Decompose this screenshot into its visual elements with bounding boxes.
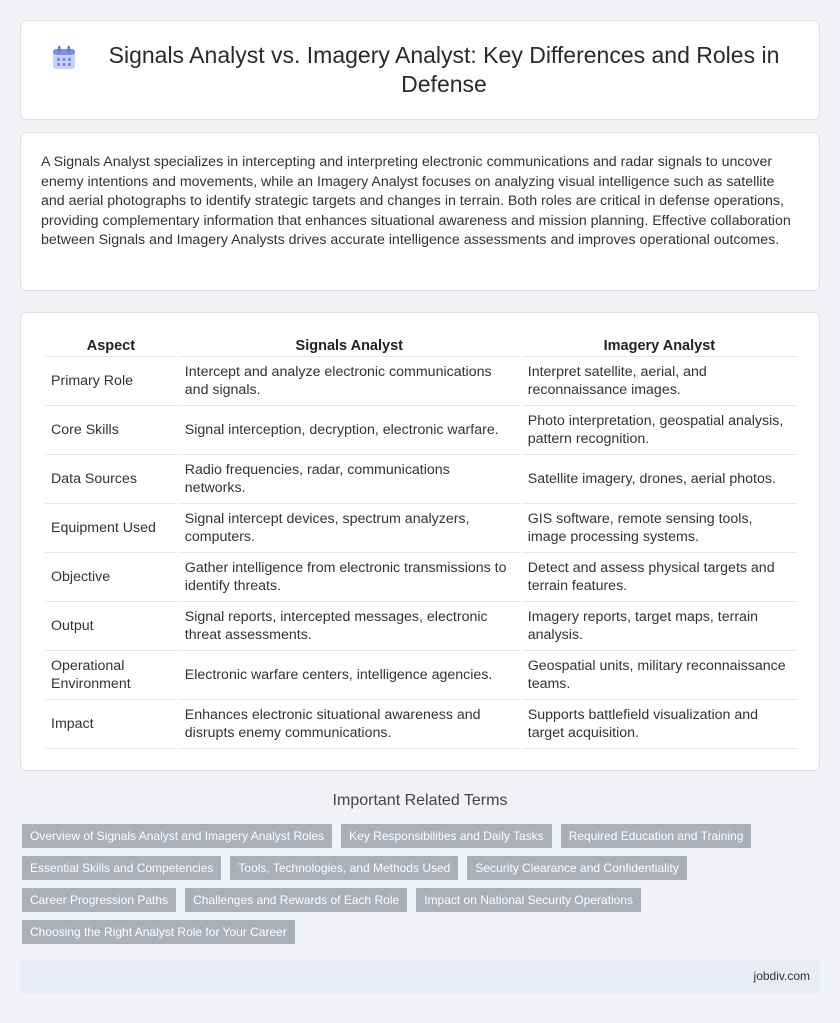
table-row [45,455,797,504]
table-row [45,504,797,553]
imagery-cell: Detect and assess physical targets and terrain features. [522,553,797,602]
related-terms-heading: Important Related Terms [332,792,508,809]
signals-cell: Signal intercept devices, spectrum analyzers, computers. [179,504,520,553]
related-term-tag[interactable]: Choosing the Right Analyst Role for Your Career [22,920,295,944]
related-term-tag[interactable]: Impact on National Security Operations [416,888,641,912]
signals-cell: Gather intelligence from electronic transmissions to identify threats. [179,553,520,602]
imagery-cell: Supports battlefield visualization and target acquisition. [522,700,797,749]
table-row [45,553,797,602]
imagery-cell: Photo interpretation, geospatial analysis, pattern recognition. [522,406,797,455]
table-row [45,700,797,749]
aspect-cell: Objective [45,553,177,602]
related-term-tag[interactable]: Challenges and Rewards of Each Role [185,888,407,912]
header-card [20,20,820,120]
aspect-cell: Data Sources [45,455,177,504]
aspect-cell: Primary Role [45,357,177,406]
aspect-cell: Equipment Used [45,504,177,553]
calendar-icon [51,45,77,71]
table-row [45,651,797,700]
table-row [45,357,797,406]
aspect-cell: Core Skills [45,406,177,455]
imagery-cell: Satellite imagery, drones, aerial photos. [522,455,797,504]
signals-cell: Enhances electronic situational awareness and disrupts enemy communications. [179,700,520,749]
table-row [45,602,797,651]
imagery-cell: Interpret satellite, aerial, and reconnaissance images. [522,357,797,406]
imagery-cell: Geospatial units, military reconnaissance teams. [522,651,797,700]
related-term-tag[interactable]: Career Progression Paths [22,888,176,912]
related-term-tag[interactable]: Essential Skills and Competencies [22,856,221,880]
signals-cell: Signal interception, decryption, electronic warfare. [179,406,520,455]
imagery-cell: Imagery reports, target maps, terrain analysis. [522,602,797,651]
comparison-card [20,312,820,771]
comparison-table [43,333,799,749]
related-term-tag[interactable]: Security Clearance and Confidentiality [467,856,686,880]
related-term-tag[interactable]: Key Responsibilities and Daily Tasks [341,824,552,848]
signals-cell: Signal reports, intercepted messages, electronic threat assessments. [179,602,520,651]
signals-cell: Intercept and analyze electronic communications and signals. [179,357,520,406]
aspect-cell: Output [45,602,177,651]
column-header-signals: Signals Analyst [179,333,520,357]
page-title: Signals Analyst vs. Imagery Analyst: Key Differences and Roles in Defense [108,42,780,97]
column-header-imagery: Imagery Analyst [522,333,797,357]
table-row [45,406,797,455]
imagery-cell: GIS software, remote sensing tools, image processing systems. [522,504,797,553]
related-term-tag[interactable]: Tools, Technologies, and Methods Used [230,856,458,880]
footer-site-link[interactable]: jobdiv.com [753,969,810,983]
related-term-tag[interactable]: Required Education and Training [561,824,752,848]
intro-card [20,132,820,291]
intro-paragraph: A Signals Analyst specializes in intercepting and interpreting electronic communications and radar signals to uncover enemy intentions and movements, while an Imagery Analyst focuses on analyzing visual intelligence such as satellite and aerial photographs to identify strategic targets and changes in terrain. Both roles are critical in defense operations, providing complementary information that enhances situational awareness and mission planning. Effective collaboration between Signals and Imagery Analysts drives accurate intelligence assessments and improves operational outcomes. [41,154,791,249]
column-header-aspect: Aspect [45,333,177,357]
related-terms-list [22,824,822,952]
aspect-cell: Impact [45,700,177,749]
signals-cell: Electronic warfare centers, intelligence agencies. [179,651,520,700]
aspect-cell: Operational Environment [45,651,177,700]
table-header-row [45,333,797,357]
signals-cell: Radio frequencies, radar, communications networks. [179,455,520,504]
related-term-tag[interactable]: Overview of Signals Analyst and Imagery Analyst Roles [22,824,332,848]
footer [20,960,820,993]
